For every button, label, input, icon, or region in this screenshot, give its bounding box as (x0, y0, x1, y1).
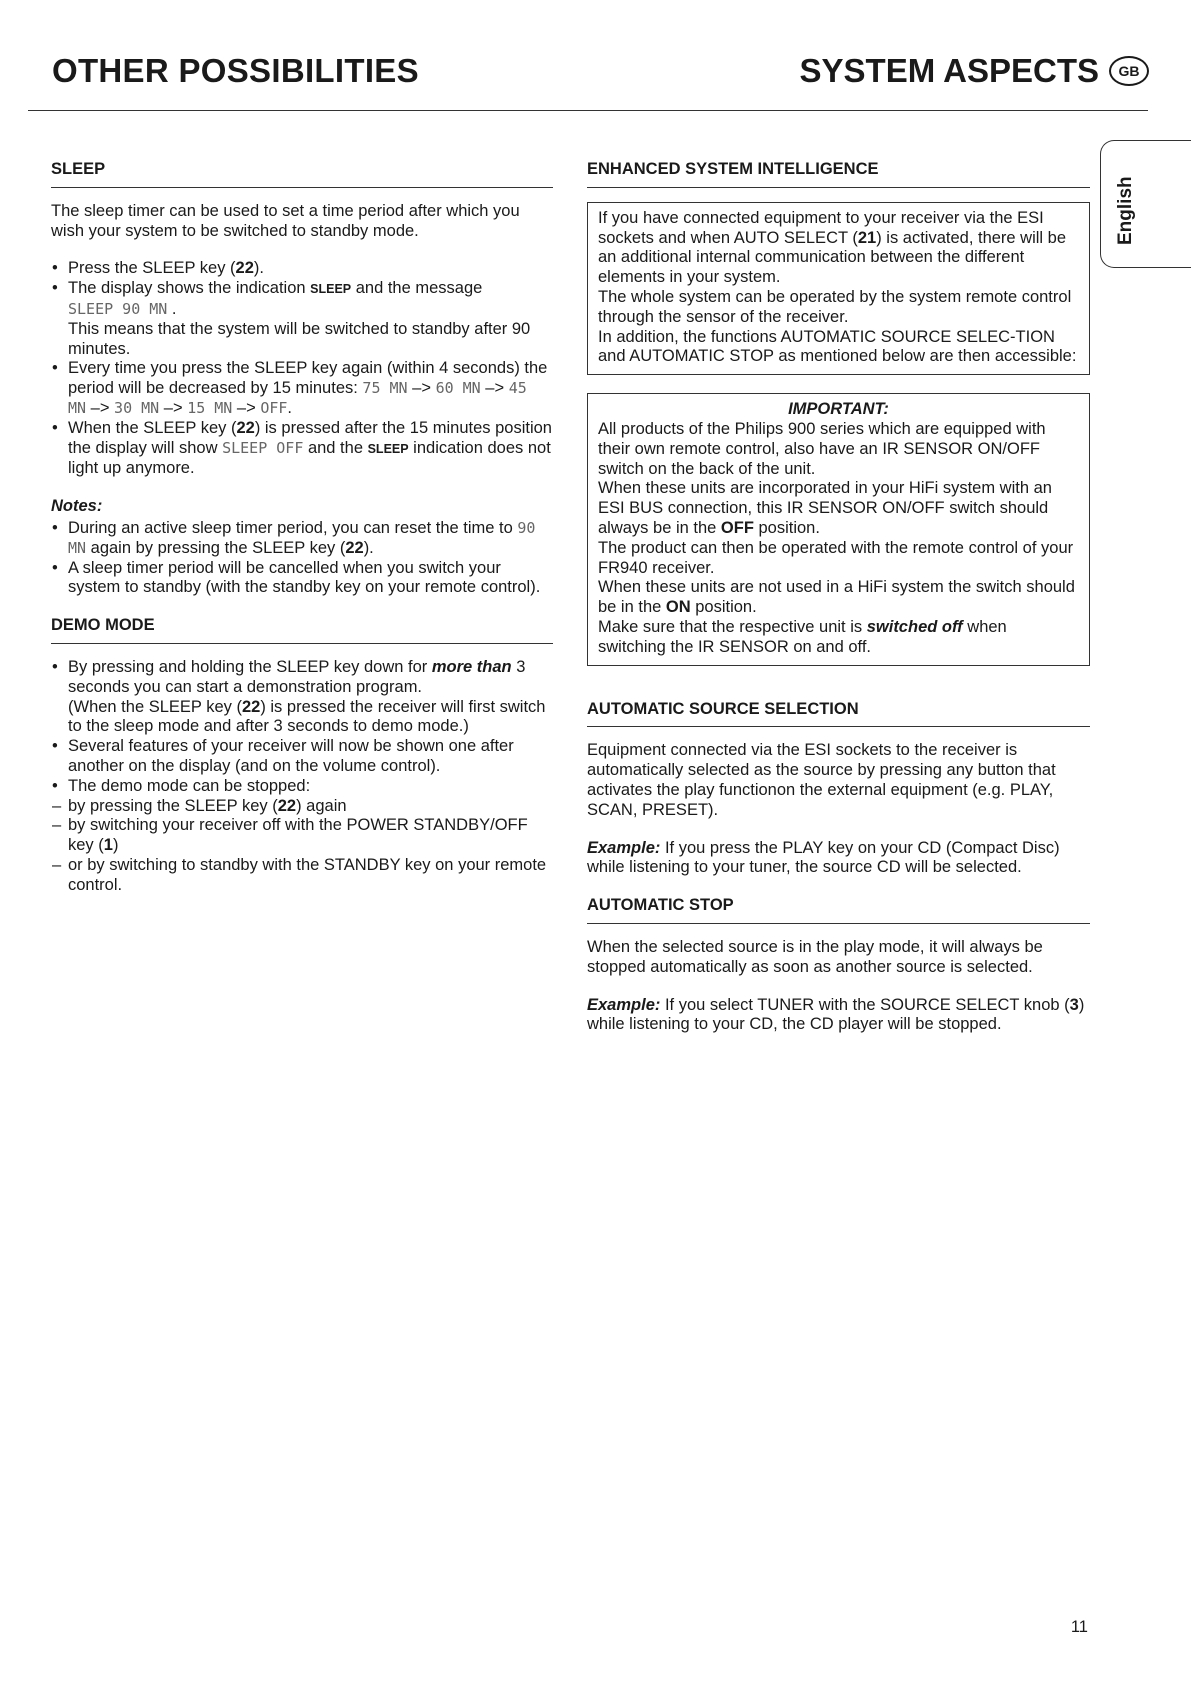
lcd-sequence-4: 30 MN (114, 398, 160, 417)
header-divider (28, 110, 1148, 111)
list-item: • When the SLEEP key (22) is pressed after the 15 minutes position the display will show SLEEP OFF and the SLEEP indication does not light up anymore. (51, 419, 553, 479)
demo-stop-options (51, 797, 553, 896)
important-paragraph-1: All products of the Philips 900 series which are equipped with their own remote control, also have an IR SENSOR ON/OFF switch on the back of the unit. (598, 419, 1046, 478)
list-item: – or by switching to standby with the STANDBY key on your remote control. (51, 856, 553, 896)
lcd-sequence-2: 60 MN (435, 379, 481, 398)
left-column (51, 160, 553, 914)
page-number: 11 (1070, 1618, 1088, 1636)
sleep-steps (51, 259, 553, 479)
list-item: • Several features of your receiver will now be shown one after another on the display (and on the volume control). (51, 737, 553, 777)
auto-source-heading: AUTOMATIC SOURCE SELECTION (587, 700, 1090, 728)
esi-box (587, 202, 1090, 375)
notes-heading: Notes: (51, 497, 103, 516)
list-item: • The demo mode can be stopped: (51, 777, 553, 797)
lcd-sequence-3: 45 MN (68, 379, 527, 417)
page-title-right (800, 52, 1150, 90)
lcd-message: SLEEP 90 MN (68, 299, 168, 318)
lcd-message: SLEEP OFF (222, 438, 304, 457)
lcd-sequence-6: OFF (260, 398, 288, 417)
auto-stop-paragraph: When the selected source is in the play mode, it will always be stopped automatically as soon as another source is selected. (587, 937, 1043, 976)
esi-paragraph-3: In addition, the functions AUTOMATIC SOURCE SELEC-TION and AUTOMATIC STOP as mentioned below are then accessible: (598, 327, 1077, 366)
language-tab-label: English (1115, 176, 1136, 245)
list-item: – by switching your receiver off with the POWER STANDBY/OFF key (1) (51, 816, 553, 856)
auto-stop-heading: AUTOMATIC STOP (587, 896, 1090, 924)
sleep-heading: SLEEP (51, 160, 553, 188)
important-paragraph-4: When these units are not used in a HiFi system the switch should be in the ON position. (598, 578, 1075, 617)
sleep-indicator: SLEEP (367, 441, 409, 456)
lcd-sequence-5: 15 MN (187, 398, 233, 417)
notes-list (51, 519, 553, 598)
right-column (587, 160, 1090, 1053)
page-title-left: OTHER POSSIBILITIES (52, 52, 419, 89)
list-item: • During an active sleep timer period, you can reset the time to 90 MN again by pressing the SLEEP key (22). (51, 519, 553, 559)
auto-source-example: Example: If you press the PLAY key on your CD (Compact Disc) while listening to your tuner, the source CD will be selected. (587, 838, 1060, 877)
list-item: • By pressing and holding the SLEEP key down for more than 3 seconds you can start a demonstration program. (When the SLEEP key (22) is pressed the receiver will first switch to the sleep mode and after 3 seconds to demo mode.) (51, 658, 553, 737)
important-paragraph-2: When these units are incorporated in your HiFi system with an ESI BUS connection, this IR SENSOR ON/OFF switch should always be in the OFF position. (598, 479, 1052, 537)
lcd-sequence-1: 75 MN (362, 379, 408, 398)
language-tab (1100, 140, 1191, 268)
auto-source-paragraph: Equipment connected via the ESI sockets to the receiver is automatically selected as the source by pressing any button that activates the play functionon the external equipment (e.g. PLAY, SCAN, PRESET). (587, 741, 1056, 819)
important-heading: IMPORTANT: (788, 400, 889, 419)
lcd-message: 90 MN (68, 518, 536, 557)
esi-paragraph-2: The whole system can be operated by the system remote control through the sensor of the receiver. (598, 287, 1072, 326)
list-item: • A sleep timer period will be cancelled when you switch your system to standby (with the standby key on your remote control). (51, 559, 553, 599)
important-paragraph-3: The product can then be operated with the remote control of your FR940 receiver. (598, 538, 1074, 577)
list-item: • The display shows the indication SLEEP and the message SLEEP 90 MN . This means that the system will be switched to standby after 90 minutes. (51, 279, 553, 359)
sleep-intro: The sleep timer can be used to set a time period after which you wish your system to be switched to standby mode. (51, 201, 520, 240)
list-item: • Press the SLEEP key (22). (51, 259, 553, 279)
section-title: SYSTEM ASPECTS (799, 52, 1099, 89)
demo-mode-heading: DEMO MODE (51, 616, 553, 644)
list-item: – by pressing the SLEEP key (22) again (51, 797, 553, 817)
country-badge: GB (1109, 56, 1149, 86)
demo-steps (51, 658, 553, 797)
list-item: • Every time you press the SLEEP key again (within 4 seconds) the period will be decreased by 15 minutes: 75 MN –> 60 MN –> 45 MN –> 30 MN –> 15 MN –> OFF. (51, 359, 553, 418)
esi-heading: ENHANCED SYSTEM INTELLIGENCE (587, 160, 1090, 188)
important-paragraph-5: Make sure that the respective unit is switched off when switching the IR SENSOR on and off. (598, 617, 1007, 656)
sleep-indicator: SLEEP (310, 282, 352, 297)
esi-paragraph-1: If you have connected equipment to your receiver via the ESI sockets and when AUTO SELECT (21) is activated, there will be an additional internal communication between the different elements in your system. (598, 208, 1067, 287)
important-box (587, 393, 1090, 665)
auto-stop-example: Example: If you select TUNER with the SOURCE SELECT knob (3) while listening to your CD, the CD player will be stopped. (587, 995, 1085, 1034)
